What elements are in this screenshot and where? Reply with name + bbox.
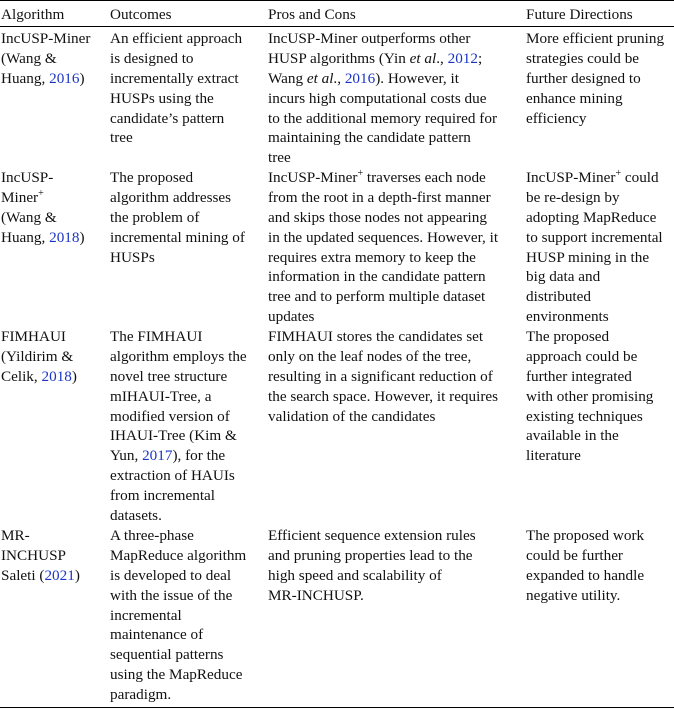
- text-line: The proposed work: [526, 527, 645, 544]
- text-line: Miner+: [1, 187, 44, 206]
- text-line: More efficient pruning: [526, 30, 665, 47]
- text-line: big data and: [526, 268, 601, 286]
- text-line: (Yildirim &: [1, 347, 74, 365]
- row-2-future: [526, 168, 663, 327]
- row-2-pros-cons: [268, 168, 498, 327]
- text-line: is developed to deal: [110, 566, 232, 584]
- row-2-outcomes: [110, 168, 245, 267]
- text-line: Huang, 2018): [1, 228, 85, 246]
- row-4-algorithm: [1, 526, 80, 586]
- text-line: incremental mining of: [110, 228, 245, 246]
- header-rule: [0, 26, 674, 27]
- text-line: An efficient approach: [110, 30, 243, 47]
- text-line: further designed to: [526, 69, 641, 87]
- text-line: maintenance of: [110, 626, 204, 644]
- text-line: (Wang &: [1, 49, 57, 67]
- text-line: further integrated: [526, 367, 632, 385]
- text-line: datasets.: [110, 507, 162, 525]
- text-line: IncUSP-Miner+ traverses each node: [268, 168, 486, 186]
- text-line: HUSP algorithms (Yin et al., 2012;: [268, 49, 483, 67]
- text-line: The proposed: [110, 169, 194, 186]
- text-line: requires extra memory to keep the: [268, 248, 476, 266]
- text-line: environments: [526, 308, 609, 326]
- text-line: enhance mining: [526, 89, 623, 107]
- row-3-future: [526, 327, 653, 466]
- text-line: sequential patterns: [110, 646, 224, 664]
- text-line: literature: [526, 447, 581, 465]
- text-line: negative utility.: [526, 586, 621, 604]
- header-outcomes: Outcomes: [110, 6, 172, 23]
- citation-link[interactable]: 2021: [44, 566, 75, 584]
- text-line: only on the leaf nodes of the tree,: [268, 347, 472, 365]
- text-line: Celik, 2018): [1, 367, 77, 385]
- text-line: is designed to: [110, 49, 194, 67]
- text-line: MapReduce algorithm: [110, 546, 247, 564]
- text-line: tree: [110, 129, 133, 147]
- text-line: from the root in a depth-first manner: [268, 188, 491, 206]
- table-bottom-rule: [0, 707, 674, 708]
- text-line: resulting in a significant reduction of: [268, 367, 493, 385]
- text-line: could be further: [526, 546, 623, 564]
- text-line: IncUSP-Miner+ could: [526, 168, 659, 186]
- text-line: updates: [268, 308, 315, 326]
- text-line: expanded to handle: [526, 566, 645, 584]
- text-line: IncUSP-Miner: [1, 30, 91, 47]
- header-algorithm: Algorithm: [1, 6, 65, 23]
- text-line: IncUSP-Miner outperforms other: [268, 30, 471, 47]
- text-line: INCHUSP: [1, 546, 66, 564]
- text-line: tree: [268, 149, 291, 167]
- row-1-algorithm: [1, 29, 90, 89]
- table-top-rule: [0, 0, 674, 1]
- text-line: MR-: [1, 527, 30, 544]
- header-future-directions: Future Directions: [526, 6, 633, 23]
- text-line: The FIMHAUI: [110, 328, 203, 345]
- text-line: approach could be: [526, 347, 638, 365]
- text-line: Saleti (2021): [1, 566, 80, 584]
- text-line: Wang et al., 2016). However, it: [268, 69, 459, 87]
- text-line: available in the: [526, 427, 619, 445]
- row-3-pros-cons: [268, 327, 498, 426]
- text-line: Huang, 2016): [1, 69, 85, 87]
- text-line: FIMHAUI stores the candidates set: [268, 328, 484, 345]
- citation-link[interactable]: 2016: [344, 69, 376, 87]
- row-1-future: [526, 29, 664, 128]
- text-line: incurs high computational costs due: [268, 89, 487, 107]
- row-1-outcomes: [110, 29, 242, 148]
- text-line: novel tree structure: [110, 367, 228, 385]
- text-line: HUSPs using the: [110, 89, 214, 107]
- text-line: and pruning properties lead to the: [268, 546, 473, 564]
- row-2-algorithm: [1, 168, 85, 248]
- text-line: in the updated sequences. However, it: [268, 228, 499, 246]
- text-line: IHAUI-Tree (Kim &: [110, 427, 237, 445]
- text-line: algorithm employs the: [110, 347, 247, 365]
- text-line: using the MapReduce: [110, 666, 243, 684]
- text-line: distributed: [526, 288, 591, 306]
- text-line: incremental: [110, 606, 182, 624]
- citation-link[interactable]: 2018: [41, 367, 72, 385]
- text-line: HUSPs: [110, 248, 155, 266]
- text-line: existing techniques: [526, 407, 643, 425]
- text-line: strategies could be: [526, 49, 640, 67]
- citation-link[interactable]: 2018: [49, 228, 80, 246]
- text-line: maintaining the candidate pattern: [268, 129, 471, 147]
- text-line: (Wang &: [1, 208, 57, 226]
- row-4-outcomes: [110, 526, 246, 705]
- text-line: the search space. However, it requires: [268, 387, 499, 405]
- text-line: extraction of HAUIs: [110, 467, 235, 485]
- row-4-pros-cons: [268, 526, 476, 606]
- text-line: tree and to perform multiple dataset: [268, 288, 486, 306]
- row-4-future: [526, 526, 644, 606]
- text-line: modified version of: [110, 407, 230, 425]
- header-pros-cons: Pros and Cons: [268, 6, 356, 23]
- text-line: to support incremental: [526, 228, 663, 246]
- text-line: A three-phase: [110, 527, 194, 544]
- text-line: from incremental: [110, 487, 215, 505]
- text-line: with the issue of the: [110, 586, 233, 604]
- text-line: mIHAUI-Tree, a: [110, 387, 212, 405]
- text-line: and skips those nodes not appearing: [268, 208, 487, 226]
- text-line: to the additional memory required for: [268, 109, 498, 127]
- text-line: IncUSP-: [1, 169, 54, 186]
- text-line: algorithm addresses: [110, 188, 232, 206]
- text-line: the problem of: [110, 208, 200, 226]
- text-line: efficiency: [526, 109, 587, 127]
- text-line: incrementally extract: [110, 69, 239, 87]
- row-1-pros-cons: [268, 29, 497, 168]
- text-line: MR-INCHUSP.: [268, 586, 364, 604]
- text-line: Yun, 2017), for the: [110, 447, 226, 465]
- citation-link[interactable]: 2016: [49, 69, 80, 87]
- citation-link[interactable]: 2012: [447, 49, 478, 67]
- row-3-algorithm: [1, 327, 77, 387]
- text-line: adopting MapReduce: [526, 208, 657, 226]
- text-line: paradigm.: [110, 686, 172, 704]
- citation-link[interactable]: 2017: [142, 447, 173, 465]
- text-line: HUSP mining in the: [526, 248, 650, 266]
- text-line: FIMHAUI: [1, 328, 66, 345]
- text-line: candidate’s pattern: [110, 109, 225, 127]
- text-line: Efficient sequence extension rules: [268, 527, 476, 544]
- text-line: The proposed: [526, 328, 610, 345]
- text-line: with other promising: [526, 387, 654, 405]
- text-line: be re-design by: [526, 188, 620, 206]
- row-3-outcomes: [110, 327, 247, 526]
- text-line: validation of the candidates: [268, 407, 436, 425]
- text-line: information in the candidate pattern: [268, 268, 486, 286]
- text-line: high speed and scalability of: [268, 566, 442, 584]
